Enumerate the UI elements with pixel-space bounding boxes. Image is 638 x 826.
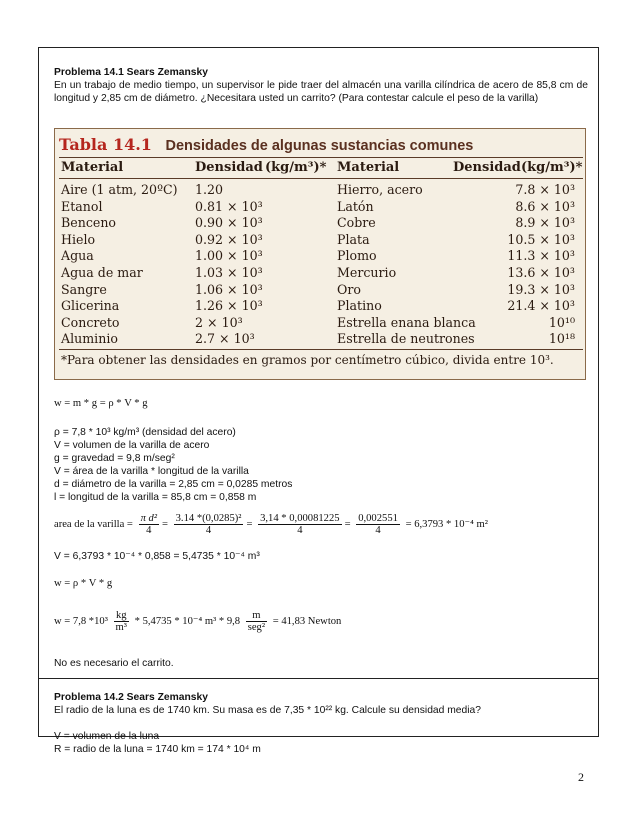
table-cell-material: Concreto xyxy=(61,314,120,330)
table-cell-material: Platino xyxy=(337,298,382,314)
table-bottom-rule xyxy=(59,349,583,350)
table-cell-density: 0.81 × 10³ xyxy=(195,198,263,214)
problem-2-block xyxy=(54,691,588,756)
table-cell-material: Aire (1 atm, 20ºC) xyxy=(61,182,178,197)
table-cell-density: 10¹⁰ xyxy=(548,314,575,330)
problem-2-volume-def: V = volumen de la luna xyxy=(54,731,160,742)
table-heading xyxy=(59,135,473,154)
table-cell-density: 0.92 × 10³ xyxy=(195,231,263,247)
table-cell-material: Cobre xyxy=(337,215,376,231)
weight-unit-frac-2 xyxy=(246,610,267,633)
table-number: Tabla 14.1 xyxy=(59,135,152,154)
area-frac-1-num: π d² xyxy=(140,513,157,524)
weight-unit-2-den: seg² xyxy=(247,622,266,633)
area-result: = 6,3793 * 10⁻⁴ m² xyxy=(405,518,488,530)
weight-unit-1-den: m³ xyxy=(115,622,127,633)
table-cell-density: 13.6 × 10³ xyxy=(507,265,575,280)
area-frac-3-num: 3,14 * 0,00081225 xyxy=(260,513,340,524)
table-cell-material: Estrella enana blanca xyxy=(337,314,476,330)
area-frac-2-den: 4 xyxy=(205,525,212,536)
table-cell-material: Mercurio xyxy=(337,265,397,280)
weight-formula-2: w = ρ * V * g xyxy=(54,578,113,589)
table-cell-density: 0.90 × 10³ xyxy=(195,215,263,231)
col-header-unit-left: (kg/m³)* xyxy=(265,160,327,175)
density-table-image xyxy=(54,128,586,380)
table-cell-material: Agua de mar xyxy=(61,265,143,280)
volume-line: V = 6,3793 * 10⁻⁴ * 0,858 = 5,4735 * 10⁻⁴ m³ xyxy=(54,551,260,562)
definition-line: g = gravedad = 9,8 m/seg² xyxy=(54,453,175,464)
table-cell-density: 2.7 × 10³ xyxy=(195,331,255,347)
table-cell-material: Plomo xyxy=(337,248,377,264)
section-divider xyxy=(38,678,599,679)
table-cell-density: 2 × 10³ xyxy=(195,314,243,330)
table-caption: Densidades de algunas sustancias comunes xyxy=(165,138,474,154)
table-cell-density: 1.20 xyxy=(195,182,224,197)
weight-unit-2-num: m xyxy=(246,610,267,622)
definition-line: V = área de la varilla * longitud de la varilla xyxy=(54,466,249,477)
problem-1-block xyxy=(54,66,588,105)
conclusion: No es necesario el carrito. xyxy=(54,658,174,669)
table-cell-density: 19.3 × 10³ xyxy=(507,281,575,297)
table-cell-material: Etanol xyxy=(61,198,103,214)
area-frac-4-den: 4 xyxy=(375,525,381,536)
area-frac-3-den: 4 xyxy=(297,525,303,536)
weight-unit-1-num: kg xyxy=(114,610,129,622)
table-cell-density: 7.8 × 10³ xyxy=(515,182,575,197)
definition-line: d = diámetro de la varilla = 2,85 cm = 0,0285 metros xyxy=(54,479,293,490)
table-cell-density: 10¹⁸ xyxy=(548,331,575,347)
table-top-rule xyxy=(59,157,583,158)
area-frac-4-num: 0,002551 xyxy=(358,513,398,524)
area-lhs: area de la varilla = xyxy=(54,518,133,530)
problem-1-title: Problema 14.1 Sears Zemansky xyxy=(54,67,208,78)
weight-formula: w = m * g = ρ * V * g xyxy=(54,398,148,409)
table-cell-density: 1.03 × 10³ xyxy=(195,265,263,280)
table-cell-material: Latón xyxy=(337,198,374,214)
col-header-density-left: Densidad xyxy=(195,160,263,175)
area-frac-4 xyxy=(356,513,400,536)
definition-line: ρ = 7,8 * 10³ kg/m³ (densidad del acero) xyxy=(54,427,236,438)
spacer xyxy=(54,717,588,730)
table-cell-material: Aluminio xyxy=(61,331,118,347)
weight-calculation xyxy=(54,610,341,633)
problem-2-radius-def: R = radio de la luna = 1740 km = 174 * 10⁴ m xyxy=(54,744,261,755)
col-header-unit-right: (kg/m³)* xyxy=(521,160,583,175)
table-cell-density: 11.3 × 10³ xyxy=(507,248,575,264)
weight-lhs: w = 7,8 *10³ xyxy=(54,615,108,627)
weight-mid: * 5,4735 * 10⁻⁴ m³ * 9,8 xyxy=(134,615,241,627)
problem-2-statement: El radio de la luna es de 1740 km. Su masa es de 7,35 * 10²² kg. Calcule su densidad media? xyxy=(54,705,482,716)
area-frac-2-num: 3.14 *(0,0285)² xyxy=(175,513,242,524)
table-footnote: *Para obtener las densidades en gramos por centímetro cúbico, divida entre 10³. xyxy=(61,353,554,367)
table-cell-density: 1.26 × 10³ xyxy=(195,298,263,314)
table-cell-material: Sangre xyxy=(61,281,107,297)
table-cell-density: 8.6 × 10³ xyxy=(515,198,575,214)
col-header-material-right: Material xyxy=(337,160,400,175)
page-number: 2 xyxy=(578,770,584,784)
table-cell-material: Agua xyxy=(61,248,94,264)
table-cell-density: 1.00 × 10³ xyxy=(195,248,263,264)
area-frac-1-den: 4 xyxy=(146,525,152,536)
area-equation: area de la varilla = $\frac{\text{π d²}}{4}$ = $\frac{\text{3.14 *(0,0285)²}}{4}$ = $\frac{3,14 * 0,00081225}{4}$ = $\frac{0,002551}{4}$ = 6,3793 * 10⁻⁴ m² xyxy=(54,513,488,536)
table-cell-material: Plata xyxy=(337,231,370,247)
weight-result: = 41,83 Newton xyxy=(272,615,342,627)
problem-2-title: Problema 14.2 Sears Zemansky xyxy=(54,692,208,703)
area-frac-1 xyxy=(139,513,159,536)
weight-unit-frac-1 xyxy=(114,610,129,633)
table-cell-material: Hierro, acero xyxy=(337,182,423,197)
col-header-density-right: Densidad xyxy=(453,160,521,175)
table-cell-material: Estrella de neutrones xyxy=(337,331,475,347)
definition-line: l = longitud de la varilla = 85,8 cm = 0,858 m xyxy=(54,492,257,503)
table-cell-material: Glicerina xyxy=(61,298,120,314)
table-cell-density: 21.4 × 10³ xyxy=(507,298,575,314)
table-cell-material: Benceno xyxy=(61,215,117,231)
area-frac-2 xyxy=(174,513,244,536)
problem-1-statement: En un trabajo de medio tiempo, un supervisor le pide traer del almacén una varilla cilíndrica de acero de 85,8 cm de longitud y 2,85 cm de diámetro. ¿Necesitara usted un carrito? (Para contestar calcule el peso de la varilla) xyxy=(54,80,588,104)
table-cell-material: Oro xyxy=(337,281,361,297)
table-cell-density: 8.9 × 10³ xyxy=(515,215,575,231)
table-cell-material: Hielo xyxy=(61,231,96,247)
area-frac-3 xyxy=(258,513,341,536)
definition-line: V = volumen de la varilla de acero xyxy=(54,440,210,451)
col-header-material-left: Material xyxy=(61,160,124,175)
table-cell-density: 10.5 × 10³ xyxy=(507,231,575,247)
table-header-rule xyxy=(59,178,583,179)
table-cell-density: 1.06 × 10³ xyxy=(195,281,263,297)
